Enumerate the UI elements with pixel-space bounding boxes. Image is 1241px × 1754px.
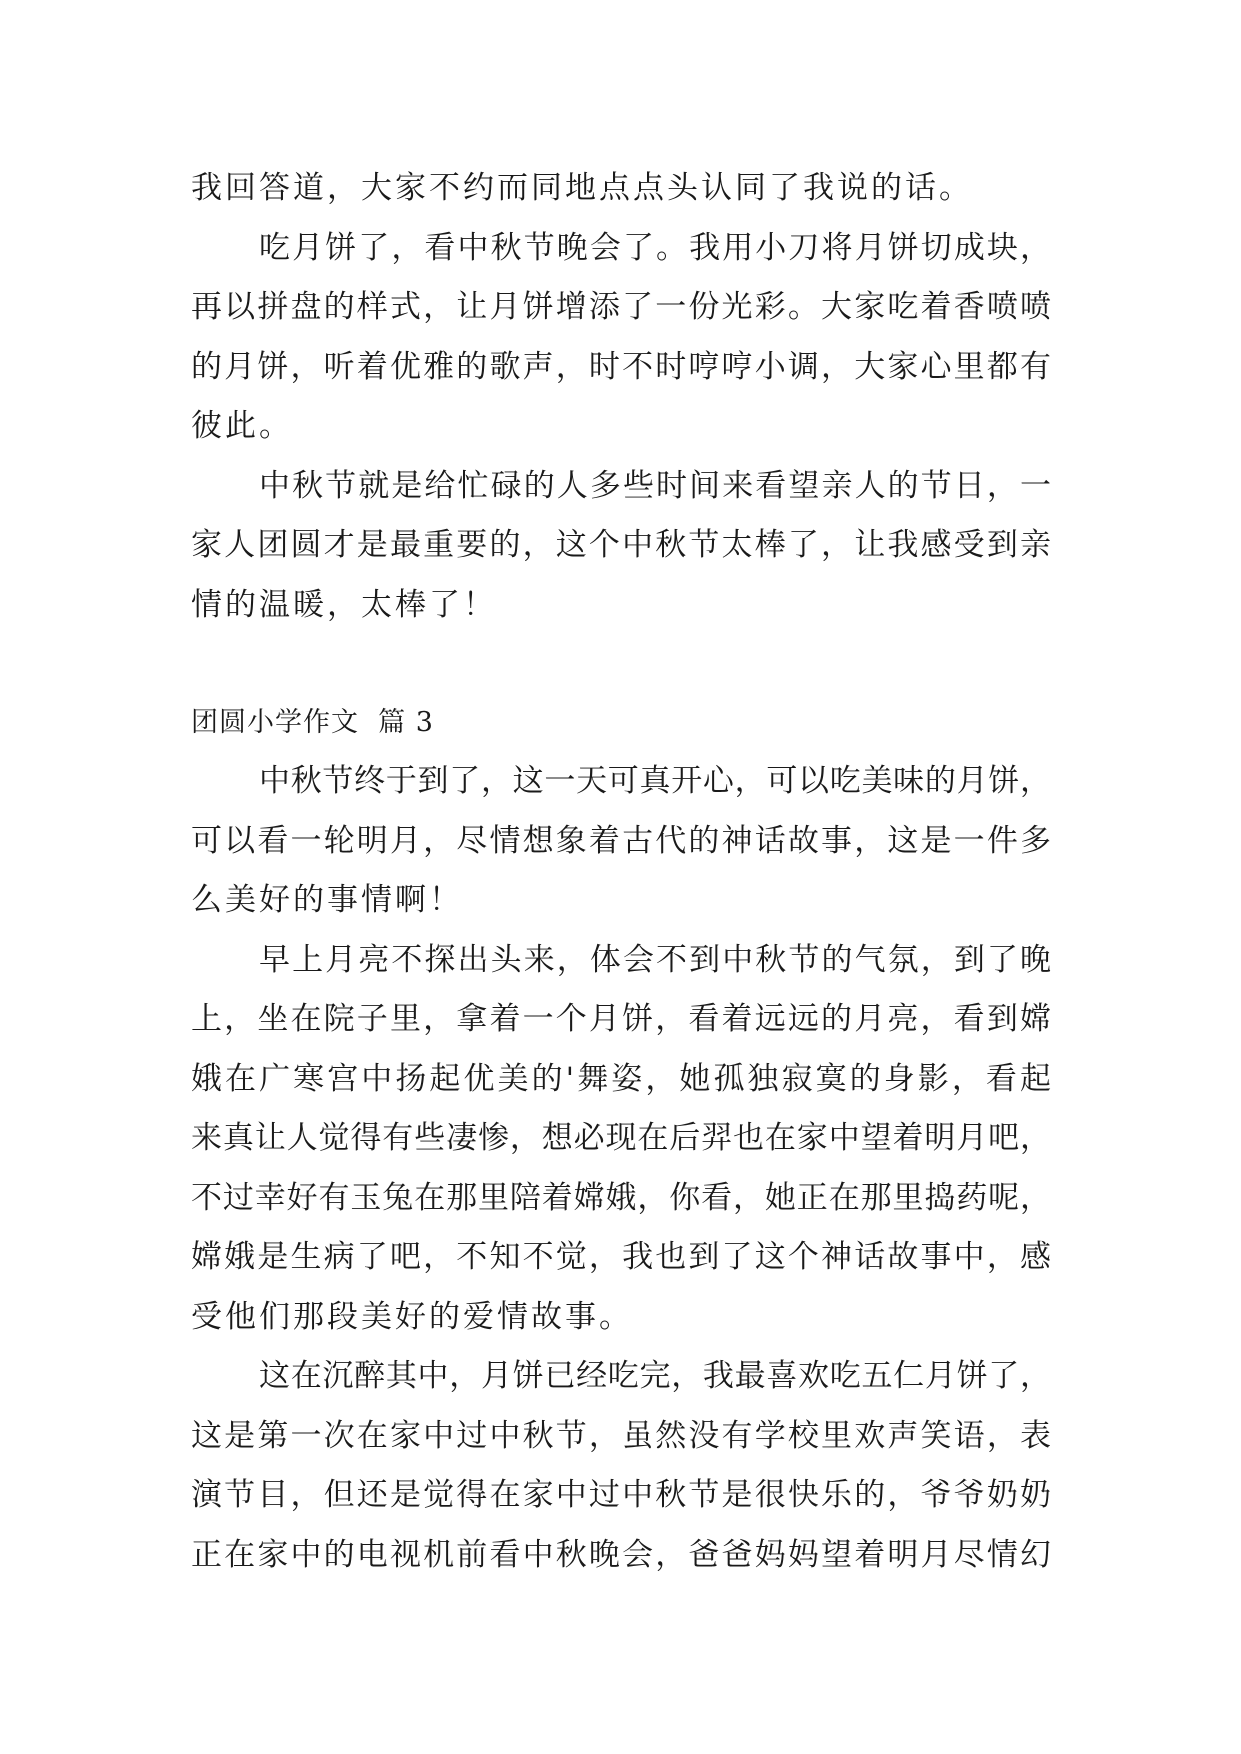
paragraph-line: 中秋节就是给忙碌的人多些时间来看望亲人的节日，一 xyxy=(259,467,1051,504)
paragraph-line: 情的温暖，太棒了！ xyxy=(191,586,497,623)
paragraph-line: 来真让人觉得有些凄惨，想必现在后羿也在家中望着明月吧， xyxy=(191,1120,1051,1156)
paragraph-line: 娥在广寒宫中扬起优美的'舞姿，她孤独寂寞的身影，看起 xyxy=(191,1060,1051,1097)
paragraph-line: 吃月饼了，看中秋节晚会了。我用小刀将月饼切成块， xyxy=(259,229,1051,266)
paragraph-line: 嫦娥是生病了吧，不知不觉，我也到了这个神话故事中，感 xyxy=(191,1239,1051,1275)
paragraph-line: 演节目，但还是觉得在家中过中秋节是很快乐的，爷爷奶奶 xyxy=(191,1477,1051,1513)
paragraph-line: 这是第一次在家中过中秋节，虽然没有学校里欢声笑语，表 xyxy=(191,1417,1051,1454)
paragraph-line: 的月饼，听着优雅的歌声，时不时哼哼小调，大家心里都有 xyxy=(191,348,1051,385)
paragraph-line: 家人团圆才是最重要的，这个中秋节太棒了，让我感受到亲 xyxy=(191,527,1051,563)
paragraph-line: 这在沉醉其中，月饼已经吃完，我最喜欢吃五仁月饼了， xyxy=(259,1358,1051,1394)
section-heading: 团圆小学作文 篇 3 xyxy=(191,707,434,738)
paragraph-line: 中秋节终于到了，这一天可真开心，可以吃美味的月饼， xyxy=(259,763,1051,799)
section-spacer xyxy=(191,635,1051,694)
paragraph-line: 正在家中的电视机前看中秋晚会，爸爸妈妈望着明月尽情幻 xyxy=(191,1536,1051,1573)
paragraph-line: 再以拼盘的样式，让月饼增添了一份光彩。大家吃着香喷喷 xyxy=(191,289,1051,325)
paragraph-line: 可以看一轮明月，尽情想象着古代的神话故事，这是一件多 xyxy=(191,822,1051,859)
paragraph-line: 么美好的事情啊！ xyxy=(191,882,463,918)
paragraph-line: 我回答道，大家不约而同地点点头认同了我说的话。 xyxy=(191,170,973,206)
document-body xyxy=(191,159,1051,1585)
paragraph-line: 彼此。 xyxy=(191,408,293,444)
paragraph-line: 受他们那段美好的爱情故事。 xyxy=(191,1298,633,1335)
paragraph-line: 早上月亮不探出头来，体会不到中秋节的气氛，到了晚 xyxy=(259,941,1051,978)
paragraph-line: 不过幸好有玉兔在那里陪着嫦娥，你看，她正在那里捣药呢， xyxy=(191,1179,1051,1216)
paragraph-line: 上，坐在院子里，拿着一个月饼，看着远远的月亮，看到嫦 xyxy=(191,1001,1051,1037)
